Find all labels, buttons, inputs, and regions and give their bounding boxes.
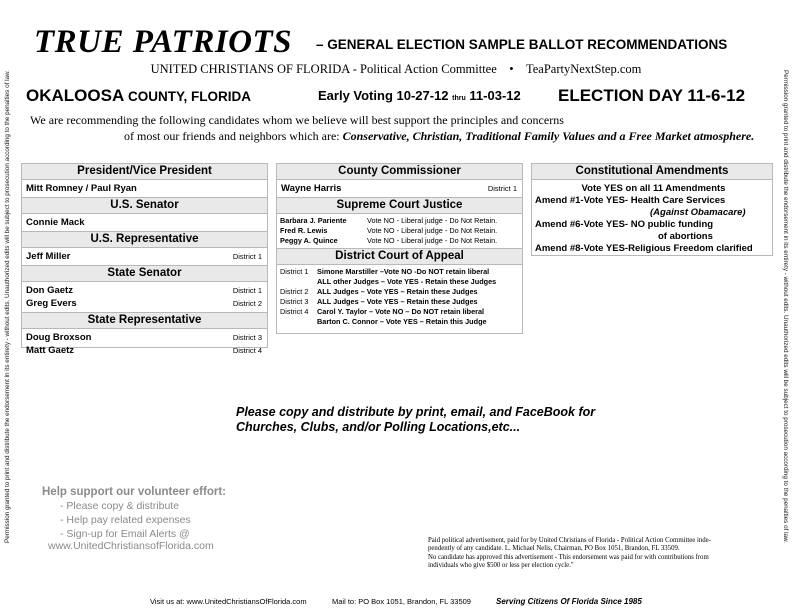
justice-row: Barbara J. Pariente Vote NO - Liberal judge - Do Not Retain. (280, 216, 498, 225)
state-senator-header: State Senator (22, 265, 267, 282)
commissioner-header: County Commissioner (277, 164, 522, 180)
disclaimer: Paid political advertisement, paid for by United Christians of Florida - Political Action Committee inde- pendently of any candidate. L. Michael Nelis, Chairman, PO Box 1051, Brandon, FL 33509. No candidate has approved this advertisement - This endorsement was paid for with contributions from individuals who give $500 or less per election cycle." (428, 537, 711, 570)
election-day: ELECTION DAY 11-6-12 (558, 86, 746, 105)
appeal-row: District 3 ALL Judges – Vote YES – Retain these Judges (280, 297, 478, 306)
appeal-row: Barton C. Connor – Vote YES – Retain this Judge (317, 317, 487, 326)
state-senator-2: Greg Evers District 2 (26, 298, 262, 309)
amendments-box (531, 163, 773, 256)
amendment-8: Amend #8-Vote YES-Religious Freedom clarified (535, 243, 753, 254)
appeal-row: ALL other Judges – Vote YES - Retain these Judges (317, 277, 497, 286)
footer-visit[interactable]: Visit us at: www.UnitedChristiansOfFlorida.com (150, 597, 307, 606)
distribute-message: Please copy and distribute by print, email, and FaceBook for Churches, Clubs, and/or Polling Locations,etc... (236, 405, 596, 434)
help-item: - Help pay related expenses (60, 514, 191, 526)
appeal-row: District 2 ALL Judges – Vote YES – Retain these Judges (280, 287, 478, 296)
county-judicial-box (276, 163, 523, 334)
amendment-1: Amend #1-Vote YES- Health Care Services (535, 195, 726, 206)
president-candidate: Mitt Romney / Paul Ryan (26, 183, 137, 194)
county-name: OKALOOSA COUNTY, FLORIDA (26, 86, 251, 105)
footer-serving: Serving Citizens Of Florida Since 1985 (496, 597, 642, 606)
amendments-all: Vote YES on all 11 Amendments (581, 183, 726, 194)
county-row (26, 86, 756, 106)
org-site: TeaPartyNextStep.com (525, 62, 642, 76)
state-rep-2: Matt Gaetz District 4 (26, 345, 262, 356)
help-site-link[interactable]: www.UnitedChristiansofFlorida.com (48, 540, 214, 552)
org-bullet: • (509, 62, 514, 76)
justice-row: Fred R. Lewis Vote NO - Liberal judge - Do Not Retain. (280, 226, 498, 235)
page-title: TRUE PATRIOTS (34, 24, 293, 60)
right-permission-text: Permission granted to print and distribute the endorsement in its entirety - without edits. Unauthorized edits will be subject to prosecution according to the penalties of law. (781, 69, 789, 543)
amendment-1-note: (Against Obamacare) (650, 207, 746, 218)
footer-mail: Mail to: PO Box 1051, Brandon, FL 33509 (332, 597, 471, 606)
state-rep-header: State Representative (22, 312, 267, 329)
amendment-6-note: of abortions (658, 231, 713, 242)
appeal-row: District 1 Simone Marstiller –Vote NO -Do NOT retain liberal (280, 267, 490, 276)
state-senator-1: Don Gaetz District 1 (26, 285, 262, 296)
left-permission-text: Permission granted to print and distribute the endorsement in its entirety - without edits. Unauthorized edits will be subject to prosecution according to the penalties of law. (3, 69, 11, 543)
appeal-row: District 4 Carol Y. Taylor – Vote NO – Do NOT retain liberal (280, 307, 485, 316)
commissioner-candidate: Wayne Harris District 1 (281, 183, 517, 194)
president-header: President/Vice President (22, 164, 267, 180)
amendments-header: Constitutional Amendments (532, 164, 772, 180)
federal-state-box (21, 163, 268, 356)
help-item: - Please copy & distribute (60, 500, 180, 512)
page-subtitle: – GENERAL ELECTION SAMPLE BALLOT RECOMMENDATIONS (316, 37, 728, 52)
state-rep-1: Doug Broxson District 3 (26, 332, 262, 343)
help-title: Help support our volunteer effort: (42, 486, 226, 498)
org-line (0, 62, 792, 77)
intro-line-2: of most our friends and neighbors which are: Conservative, Christian, Traditional Family Values and a Free Market atmosphere. (124, 129, 755, 143)
justice-row: Peggy A. Quince Vote NO - Liberal judge - Do Not Retain. (280, 236, 498, 245)
intro-line-1: We are recommending the following candidates whom we believe will best support the principles and concerns (30, 113, 564, 127)
supreme-header: Supreme Court Justice (277, 197, 522, 214)
senator-header: U.S. Senator (22, 197, 267, 214)
help-item: - Sign-up for Email Alerts @ (60, 528, 190, 540)
org-name: UNITED CHRISTIANS OF FLORIDA - Political Action Committee (150, 62, 497, 76)
amendment-6: Amend #6-Vote YES- NO public funding (535, 219, 714, 230)
rep-header: U.S. Representative (22, 231, 267, 248)
appeal-header: District Court of Appeal (277, 248, 522, 265)
rep-candidate: Jeff Miller District 1 (26, 251, 262, 262)
senator-candidate: Connie Mack (26, 217, 85, 228)
early-voting: Early Voting 10-27-12 thru 11-03-12 (318, 88, 521, 103)
